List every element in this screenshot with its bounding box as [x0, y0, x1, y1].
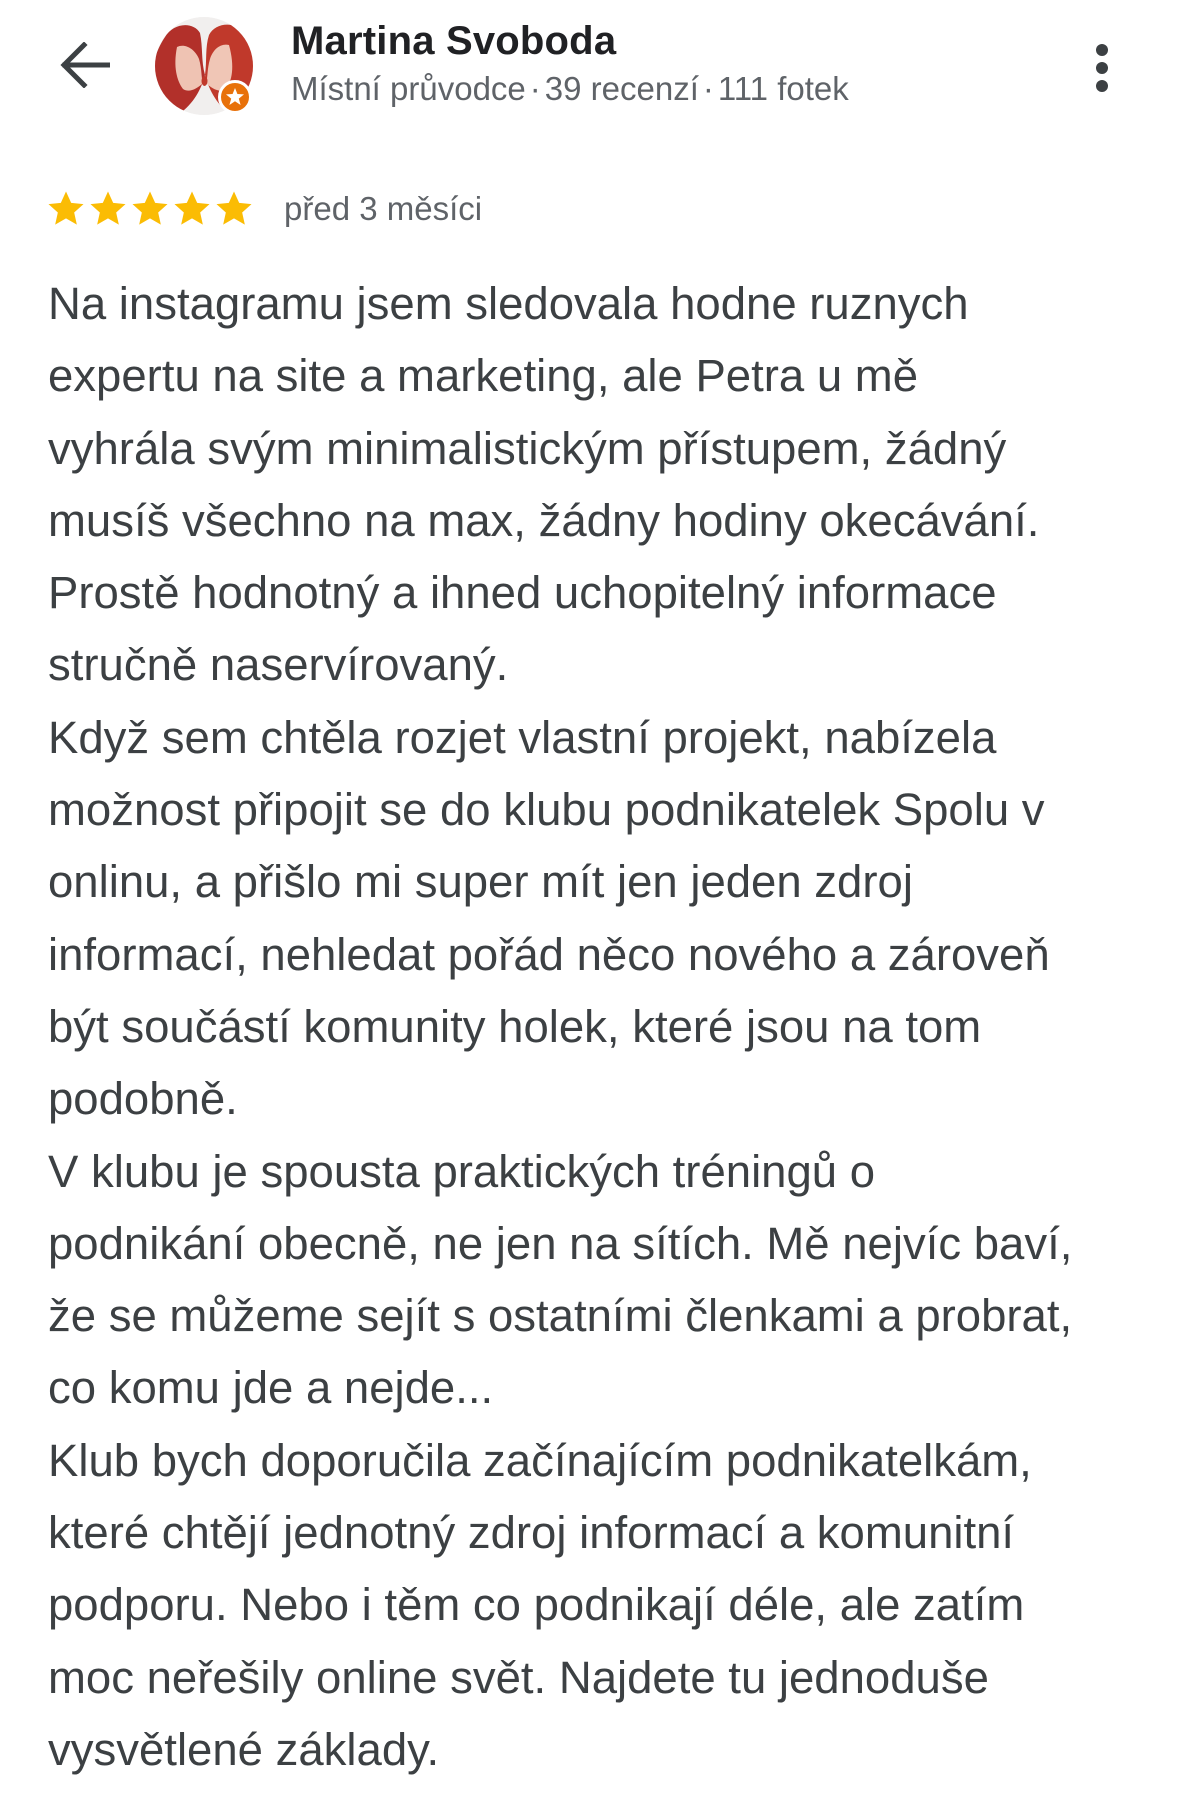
reviews-count: 39 recenzí [544, 70, 699, 107]
review-line: co komu jde a nejde... [48, 1362, 494, 1414]
review-line: podnikání obecně, ne jen na sítích. Mě nejvíc baví, [48, 1217, 1073, 1269]
meta-separator: · [529, 70, 541, 107]
reviewer-name[interactable]: Martina Svoboda [291, 19, 617, 63]
review-line: expertu na site a marketing, ale Petra u mě [48, 350, 919, 402]
review-line: moc neřešily online svět. Najdete tu jednoduše [48, 1651, 989, 1703]
review-line: Klub bych doporučila začínajícím podnikatelkám, [48, 1434, 1032, 1486]
review-line: onlinu, a přišlo mi super mít jen jeden zdroj [48, 856, 913, 908]
review-text [48, 268, 1148, 1786]
avatar[interactable] [155, 17, 253, 115]
star-icon [130, 189, 170, 229]
review-line: vysvětlené základy. [48, 1723, 440, 1775]
photos-count: 111 fotek [717, 70, 849, 107]
star-icon [88, 189, 128, 229]
review-line: musíš všechno na max, žádny hodiny okecávání. [48, 494, 1040, 546]
review-line: stručně naservírovaný. [48, 639, 509, 691]
star-icon [172, 189, 212, 229]
review-header [0, 0, 1179, 140]
review-line: které chtějí jednotný zdroj informací a komunitní [48, 1507, 1015, 1559]
star-icon [46, 189, 86, 229]
review-line: být součástí komunity holek, které jsou na tom [48, 1000, 982, 1052]
meta-separator: · [702, 70, 714, 107]
more-vertical-icon [1094, 43, 1110, 93]
review-date: před 3 měsíci [284, 190, 483, 227]
reviewer-meta [291, 70, 849, 108]
star-icon [214, 189, 254, 229]
local-guide-badge-icon [218, 80, 252, 114]
star-rating [46, 189, 254, 229]
review-line: informací, nehledat pořád něco nového a zároveň [48, 928, 1050, 980]
review-line: vyhrála svým minimalistickým přístupem, žádný [48, 422, 1007, 474]
review-line: podporu. Nebo i těm co podnikají déle, ale zatím [48, 1579, 1025, 1631]
review-line: Na instagramu jsem sledovala hodne ruznych [48, 278, 969, 329]
review-line: že se můžeme sejít s ostatními členkami a probrat, [48, 1290, 1073, 1342]
review-line: možnost připojit se do klubu podnikatelek Spolu v [48, 784, 1045, 836]
rating-row [46, 184, 482, 234]
review-line: podobně. [48, 1073, 238, 1125]
review-line: Prostě hodnotný a ihned uchopitelný informace [48, 567, 997, 619]
review-line: V klubu je spousta praktických tréningů o [48, 1145, 876, 1197]
reviewer-role: Místní průvodce [291, 70, 526, 107]
review-line: Když sem chtěla rozjet vlastní projekt, nabízela [48, 711, 997, 763]
more-options-button[interactable] [1080, 36, 1124, 100]
back-button[interactable] [52, 32, 118, 98]
arrow-left-icon [60, 42, 110, 88]
